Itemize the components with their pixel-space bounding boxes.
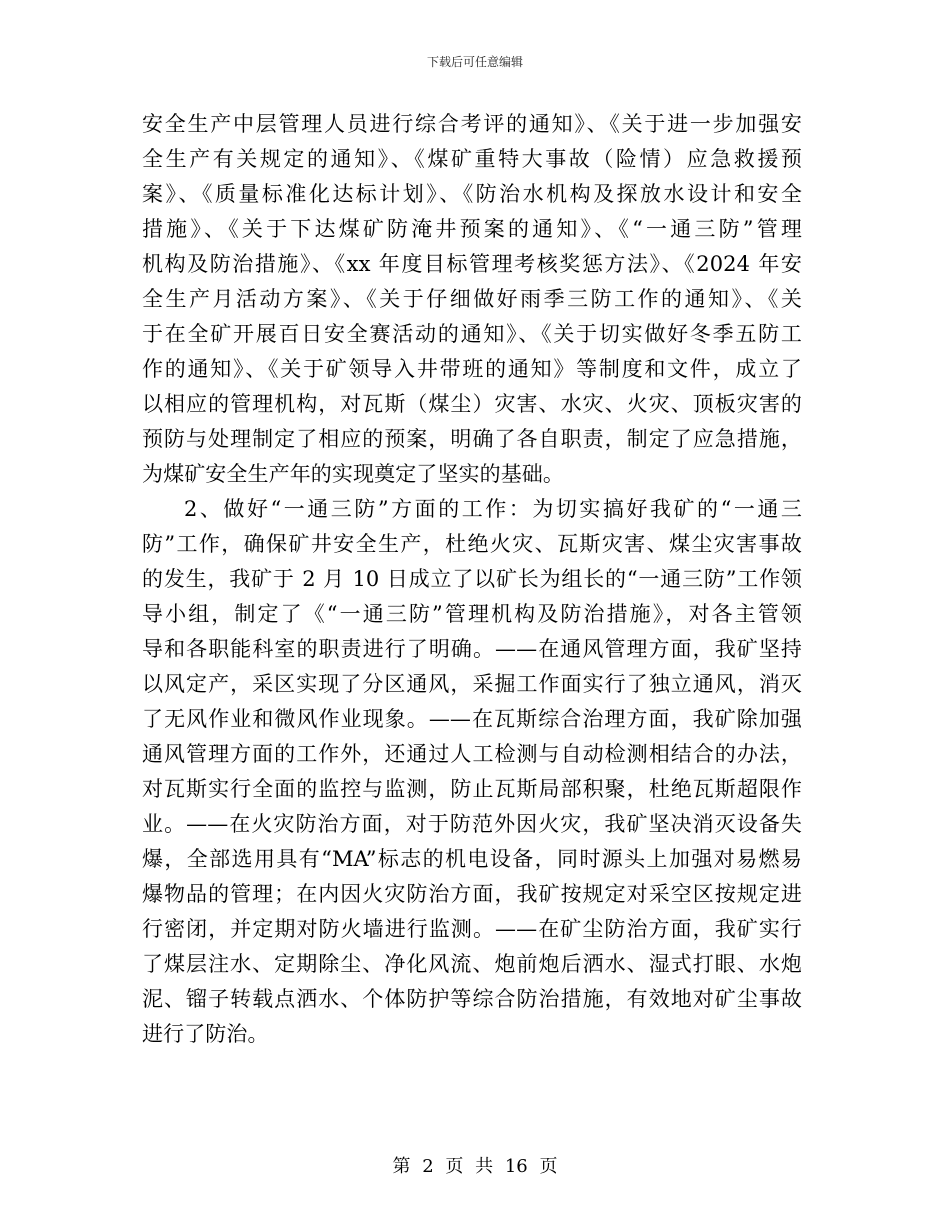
text-line: 案》、《质量标准化达标计划》、《防治水机构及探放水设计和安全: [142, 182, 802, 206]
text-line: 以风定产，采区实现了分区通风，采掘工作面实行了独立通风，消灭: [142, 672, 802, 696]
text-line: 机构及防治措施》、《xx 年度目标管理考核奖惩方法》、《2024 年安: [142, 252, 802, 276]
text-line: 安全生产中层管理人员进行综合考评的通知》、《关于进一步加强安: [142, 112, 802, 136]
text-line: 爆，全部选用具有“MA”标志的机电设备，同时源头上加强对易燃易: [142, 847, 802, 871]
text-line: 业。——在火灾防治方面，对于防范外因火灾，我矿坚决消灭设备失: [142, 812, 802, 836]
text-line: 的发生，我矿于 2 月 10 日成立了以矿长为组长的“一通三防”工作领: [142, 567, 802, 591]
text-line: 以相应的管理机构，对瓦斯（煤尘）灾害、水灾、火灾、顶板灾害的: [142, 392, 802, 416]
text-line: 对瓦斯实行全面的监控与监测，防止瓦斯局部积聚，杜绝瓦斯超限作: [142, 777, 802, 801]
text-line: 防”工作，确保矿井安全生产，杜绝火灾、瓦斯灾害、煤尘灾害事故: [142, 532, 802, 556]
text-line: 措施》、《关于下达煤矿防淹井预案的通知》、《“一通三防”管理: [142, 217, 802, 241]
text-line: 了无风作业和微风作业现象。——在瓦斯综合治理方面，我矿除加强: [142, 707, 802, 731]
paragraph-1: [142, 107, 802, 492]
text-line: 泥、镏子转载点洒水、个体防护等综合防治措施，有效地对矿尘事故: [142, 987, 802, 1011]
text-line: 全生产月活动方案》、《关于仔细做好雨季三防工作的通知》、《关: [142, 287, 802, 311]
text-line: 导和各职能科室的职责进行了明确。——在通风管理方面，我矿坚持: [142, 637, 802, 661]
text-line: 于在全矿开展百日安全赛活动的通知》、《关于切实做好冬季五防工: [142, 322, 802, 346]
text-line: 为煤矿安全生产年的实现奠定了坚实的基础。: [142, 462, 564, 486]
text-line: 进行了防治。: [142, 1022, 269, 1046]
text-line: 导小组，制定了《“一通三防”管理机构及防治措施》，对各主管领: [142, 602, 802, 626]
text-line: 全生产有关规定的通知》、《煤矿重特大事故（险情）应急救援预: [142, 147, 802, 171]
page-footer: 第 2 页 共 16 页: [392, 1156, 558, 1177]
text-line: 作的通知》、《关于矿领导入井带班的通知》等制度和文件，成立了: [142, 357, 802, 381]
text-line: 行密闭，并定期对防火墙进行监测。——在矿尘防治方面，我矿实行: [142, 917, 802, 941]
text-line: 预防与处理制定了相应的预案，明确了各自职责，制定了应急措施，: [142, 427, 802, 451]
text-line: 了煤层注水、定期除尘、净化风流、炮前炮后洒水、湿式打眼、水炮: [142, 952, 802, 976]
document-body: [142, 107, 802, 1052]
text-line: 爆物品的管理；在内因火灾防治方面，我矿按规定对采空区按规定进: [142, 882, 802, 906]
text-line: 2、做好“一通三防”方面的工作：为切实搞好我矿的“一通三: [184, 497, 802, 521]
paragraph-2: [142, 492, 802, 1052]
page-header: 下载后可任意编辑: [426, 55, 523, 69]
text-line: 通风管理方面的工作外，还通过人工检测与自动检测相结合的办法，: [142, 742, 802, 766]
